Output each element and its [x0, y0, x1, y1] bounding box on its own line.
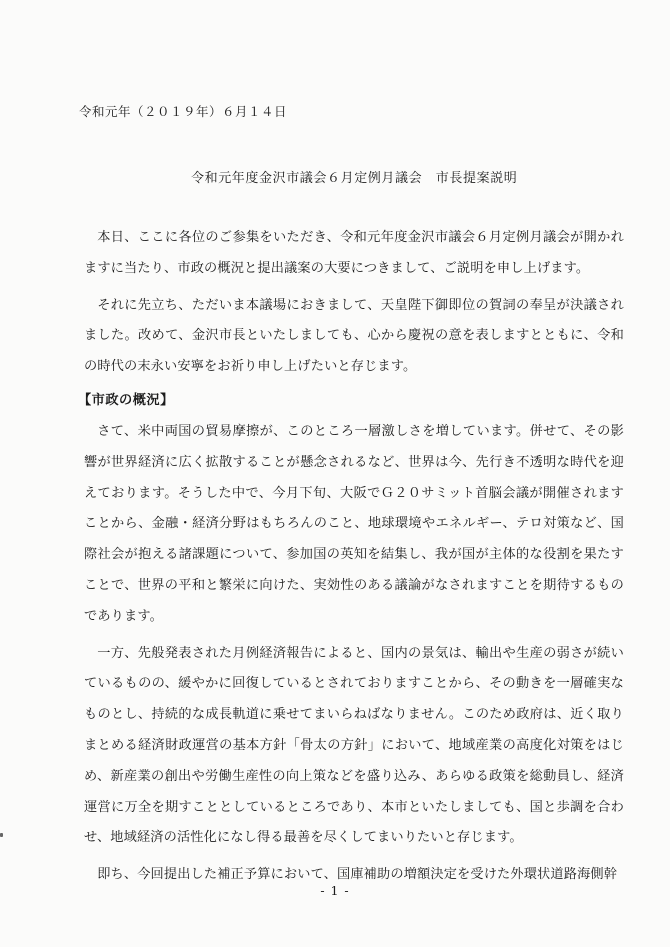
paragraph-congratulations: それに先立ち、ただいま本議場におきまして、天皇陛下御即位の賀詞の奉呈が決議されました。改めて、金沢市長といたしましても、心から慶祝の意を表しますとともに、令和の時代の末永い安寧をお祈り申し上げたいと存じます。 — [84, 297, 624, 375]
paragraph-opening: 本日、ここに各位のご参集をいただき、令和元年度金沢市議会６月定例月議会が開かれますに当たり、市政の概況と提出議案の大要につきまして、ご説明を申し上げます。 — [84, 230, 624, 276]
page-number: - 1 - — [320, 883, 350, 898]
scan-speck — [0, 833, 3, 837]
paragraph-domestic-economy: 一方、先般発表された月例経済報告によると、国内の景気は、輸出や生産の弱さが続いているものの、緩やかに回復しているとされておりますことから、その動きを一層確実なものとし、持続的な成長軌道に乗せてまいらねばなりません。このため政府は、近く取りまとめる経済財政運営の基本方針「骨太の方針」において、地域産業の高度化対策をはじめ、新産業の創出や労働生産性の向上策などを盛り込み、あらゆる政策を総動員し、経済運営に万全を期すこととしているところであり、本市といたしましても、国と歩調を合わせ、地域経済の活性化になし得る最善を尽くしてまいりたいと存じます。 — [84, 645, 624, 846]
paragraph-world-economy: さて、米中両国の貿易摩擦が、このところ一層激しさを増しています。併せて、その影響が世界経済に広く拡散することが懸念されるなど、世界は今、先行き不透明な時代を迎えております。そうした中で、今月下旬、大阪でＧ２０サミット首脳会議が開催されますことから、金融・経済分野はもちろんのこと、地球環境やエネルギー、テロ対策など、国際社会が抱える諸課題について、参加国の英知を結集し、我が国が主体的な役割を果たすことで、世界の平和と繁栄に向けた、実効性のある議論がなされますことを期待するものであります。 — [84, 423, 624, 624]
document-date: 令和元年（２０１９年）６月１４日 — [79, 104, 288, 119]
document-body — [78, 223, 624, 891]
section-heading: 【市政の概況】 — [78, 392, 174, 408]
paragraph-supplementary-budget: 即ち、今回提出した補正予算において、国庫補助の増額決定を受けた外環状道路海側幹 — [97, 867, 618, 883]
document-title: 令和元年度金沢市議会６月定例月議会 市長提案説明 — [191, 171, 518, 186]
